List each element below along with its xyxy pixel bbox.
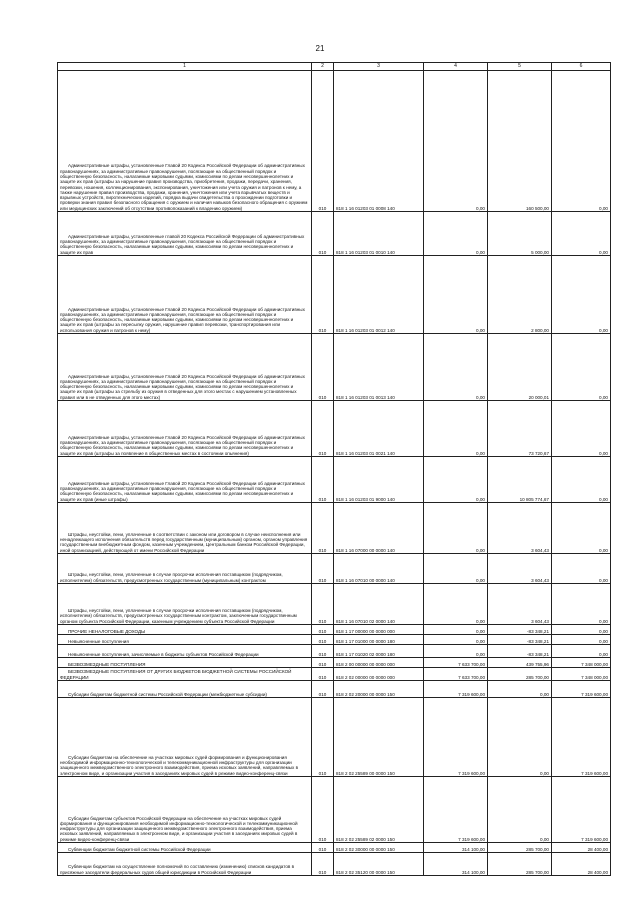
row-value-unexecuted: 0,00 <box>552 625 611 635</box>
row-kbk: 818 1 17 01000 00 0000 180 <box>334 635 424 645</box>
row-code: 010 <box>312 681 334 698</box>
row-kbk: 818 1 16 01203 01 0012 140 <box>334 256 424 334</box>
row-kbk: 818 2 02 25589 00 0000 150 <box>334 698 424 777</box>
row-value-approved: 0,00 <box>424 334 488 401</box>
row-name: Административные штрафы, установленные Главой 20 Кодекса Российской Федерации об административных правонарушениях, за административные правонарушения, посягающие на общественный порядок и общественную безопасность, налагаемые мировыми судьями, комиссиями по делам несовершеннолетних и защите их прав (штрафы за появление в общественных местах в состоянии опьянения) <box>58 401 312 457</box>
column-header: 6 <box>552 63 611 71</box>
row-value-executed: 5 000,00 <box>488 212 552 256</box>
table-row <box>58 457 611 503</box>
row-value-executed: 439 755,96 <box>488 658 552 668</box>
row-kbk: 818 1 16 07010 02 0000 140 <box>334 584 424 625</box>
row-kbk: 818 1 16 07000 00 0000 140 <box>334 503 424 554</box>
row-name: Административные штрафы, установленные Главой 20 Кодекса Российской Федерации об административных правонарушениях, за административные правонарушения, посягающие на общественный порядок и общественную безопасность, налагаемые мировыми судьями, комиссиями по делам несовершеннолетних и защите их прав (штрафы за нарушение правил производства, приобретения, продажи, передачи, хранения, перевозки, ношения, коллекционирования, экспонирования, уничтожения или учета оружия и патронов к нему, а также нарушение правил производства, продажи, хранения, уничтожения или учета взрывчатых веществ и взрывных устройств, пиротехнических изделий, порядка выдачи свидетельства о прохождении подготовки и проверки знания правил безопасного обращения с оружием и наличия навыков безопасного обращения с оружием или медицинских заключений об отсутствии противопоказаний к владению оружием) <box>58 71 312 212</box>
row-kbk: 818 1 17 01020 02 0000 180 <box>334 645 424 658</box>
row-code: 010 <box>312 658 334 668</box>
row-kbk: 818 1 16 01203 01 0010 140 <box>334 212 424 256</box>
table-row <box>58 256 611 334</box>
row-value-approved: 7 633 700,00 <box>424 668 488 681</box>
row-value-unexecuted: 0,00 <box>552 503 611 554</box>
row-kbk: 818 2 02 35120 00 0000 150 <box>334 853 424 876</box>
page-number: 21 <box>315 44 325 53</box>
table-row <box>58 503 611 554</box>
row-value-approved: 314 100,00 <box>424 853 488 876</box>
row-value-approved: 7 633 700,00 <box>424 658 488 668</box>
row-kbk: 818 2 02 20000 00 0000 150 <box>334 681 424 698</box>
row-value-executed: 285 700,00 <box>488 853 552 876</box>
table-row <box>58 668 611 681</box>
row-name: Субсидии бюджетам бюджетной системы Российской Федерации (межбюджетные субсидии) <box>58 681 312 698</box>
row-kbk: 818 1 16 07010 00 0000 140 <box>334 554 424 584</box>
row-kbk: 818 2 02 25589 02 0000 150 <box>334 777 424 843</box>
row-value-unexecuted: 0,00 <box>552 212 611 256</box>
table-row <box>58 681 611 698</box>
row-value-unexecuted: 28 400,00 <box>552 843 611 853</box>
row-value-approved: 0,00 <box>424 625 488 635</box>
row-value-unexecuted: 0,00 <box>552 645 611 658</box>
row-value-executed: -83 348,21 <box>488 635 552 645</box>
row-value-approved: 7 319 600,00 <box>424 698 488 777</box>
row-value-approved: 0,00 <box>424 554 488 584</box>
row-name: Невыясненные поступления, зачисляемые в бюджеты субъектов Российской Федерации <box>58 645 312 658</box>
row-code: 010 <box>312 853 334 876</box>
row-value-unexecuted: 0,00 <box>552 457 611 503</box>
column-header: 1 <box>58 63 312 71</box>
row-value-unexecuted: 0,00 <box>552 584 611 625</box>
row-name: Административные штрафы, установленные Главой 20 Кодекса Российской Федерации об административных правонарушениях, за административные правонарушения, посягающие на общественный порядок и общественную безопасность, налагаемые мировыми судьями, комиссиями по делам несовершеннолетних и защите их прав (штрафы за пересылку оружия, нарушение правил перевозки, транспортирования или использования оружия и патронов к нему) <box>58 256 312 334</box>
row-value-approved: 0,00 <box>424 457 488 503</box>
table-header-row <box>58 63 611 71</box>
row-kbk: 818 1 16 01203 01 0008 140 <box>334 71 424 212</box>
column-header: 5 <box>488 63 552 71</box>
column-header: 3 <box>334 63 424 71</box>
row-value-unexecuted: 28 400,00 <box>552 853 611 876</box>
row-name: БЕЗВОЗМЕЗДНЫЕ ПОСТУПЛЕНИЯ ОТ ДРУГИХ БЮДЖЕТОВ БЮДЖЕТНОЙ СИСТЕМЫ РОССИЙСКОЙ ФЕДЕРАЦИИ <box>58 668 312 681</box>
row-name: Административные штрафы, установленные главой 20 Кодекса Российской Федерации об административных правонарушениях, за административные правонарушения, посягающие на общественный порядок и общественную безопасность, налагаемые мировыми судьями, комиссиями по делам несовершеннолетних и защите их прав <box>58 212 312 256</box>
table-row <box>58 843 611 853</box>
row-value-approved: 314 100,00 <box>424 843 488 853</box>
row-value-unexecuted: 7 319 600,00 <box>552 777 611 843</box>
row-value-approved: 0,00 <box>424 584 488 625</box>
table-row <box>58 584 611 625</box>
row-code: 010 <box>312 668 334 681</box>
row-kbk: 818 2 00 00000 00 0000 000 <box>334 658 424 668</box>
row-code: 010 <box>312 457 334 503</box>
row-code: 010 <box>312 635 334 645</box>
row-value-approved: 7 319 600,00 <box>424 777 488 843</box>
row-code: 010 <box>312 503 334 554</box>
row-value-executed: 0,00 <box>488 698 552 777</box>
table-row <box>58 853 611 876</box>
table-row <box>58 554 611 584</box>
row-value-unexecuted: 7 319 600,00 <box>552 681 611 698</box>
row-value-executed: 285 700,00 <box>488 843 552 853</box>
table-row <box>58 645 611 658</box>
row-code: 010 <box>312 71 334 212</box>
row-name: Административные штрафы, установленные Главой 20 Кодекса Российской Федерации об административных правонарушениях, за административные правонарушения, посягающие на общественный порядок и общественную безопасность, налагаемые мировыми судьями, комиссиями по делам несовершеннолетних и защите их прав (иные штрафы) <box>58 457 312 503</box>
row-code: 010 <box>312 625 334 635</box>
row-name: Субвенции бюджетам на осуществление полномочий по составлению (изменению) списков кандидатов в присяжные заседатели федеральных судов общей юрисдикции в Российской Федерации <box>58 853 312 876</box>
row-value-executed: -83 348,21 <box>488 625 552 635</box>
row-code: 010 <box>312 401 334 457</box>
row-value-executed: -83 348,21 <box>488 645 552 658</box>
row-code: 010 <box>312 584 334 625</box>
revenue-table <box>57 62 611 876</box>
table-row <box>58 658 611 668</box>
row-name: Штрафы, неустойки, пени, уплаченные в случае просрочки исполнения поставщиком (подрядчиком, исполнителем) обязательств, предусмотренных государственным контрактом, заключенным государственным органом субъекта Российской Федерации, казенным учреждением субъекта Российской Федерации <box>58 584 312 625</box>
row-code: 010 <box>312 843 334 853</box>
row-value-approved: 0,00 <box>424 645 488 658</box>
row-code: 010 <box>312 777 334 843</box>
row-code: 010 <box>312 212 334 256</box>
row-kbk: 818 2 02 00000 00 0000 000 <box>334 668 424 681</box>
row-name: Невыясненные поступления <box>58 635 312 645</box>
row-kbk: 818 1 16 01203 01 9000 140 <box>334 457 424 503</box>
row-value-unexecuted: 7 319 600,00 <box>552 698 611 777</box>
row-name: Субсидии бюджетам на обеспечение на участках мировых судей формирования и функционирования необходимой информационно-технологической и телекоммуникационной инфраструктуры для организации защищенного межведомственного электронного взаимодействия, приема исковых заявлений, направляемых в электронном виде, и организации участия в заседаниях мировых судей в режиме видео-конференц-связи <box>58 698 312 777</box>
row-code: 010 <box>312 256 334 334</box>
row-value-executed: 160 500,00 <box>488 71 552 212</box>
row-name: БЕЗВОЗМЕЗДНЫЕ ПОСТУПЛЕНИЯ <box>58 658 312 668</box>
row-value-unexecuted: 7 348 000,00 <box>552 668 611 681</box>
row-value-executed: 3 604,43 <box>488 554 552 584</box>
row-kbk: 818 1 16 01203 01 0013 140 <box>334 334 424 401</box>
row-value-unexecuted: 0,00 <box>552 71 611 212</box>
row-value-unexecuted: 0,00 <box>552 635 611 645</box>
table-row <box>58 635 611 645</box>
row-value-unexecuted: 0,00 <box>552 554 611 584</box>
table-row <box>58 212 611 256</box>
row-value-executed: 10 805 774,67 <box>488 457 552 503</box>
row-value-unexecuted: 0,00 <box>552 256 611 334</box>
row-code: 010 <box>312 334 334 401</box>
table-row <box>58 777 611 843</box>
table-row <box>58 71 611 212</box>
row-value-unexecuted: 7 348 000,00 <box>552 658 611 668</box>
row-value-executed: 0,00 <box>488 777 552 843</box>
row-value-executed: 20 000,01 <box>488 334 552 401</box>
row-kbk: 818 1 16 01203 01 0021 140 <box>334 401 424 457</box>
row-value-executed: 285 700,00 <box>488 668 552 681</box>
row-value-approved: 0,00 <box>424 503 488 554</box>
row-value-unexecuted: 0,00 <box>552 334 611 401</box>
row-name: Субсидии бюджетам субъектов Российской Федерации на обеспечение на участках мировых судей формирования и функционирования необходимой информационно-технологической и телекоммуникационной инфраструктуры для организации защищенного межведомственного электронного взаимодействия, приема исковых заявлений, направляемых в электронном виде, и организации участия в заседаниях мировых судей в режиме видео-конференц-связи <box>58 777 312 843</box>
table-row <box>58 625 611 635</box>
row-value-approved: 0,00 <box>424 256 488 334</box>
table-row <box>58 401 611 457</box>
column-header: 2 <box>312 63 334 71</box>
table-row <box>58 698 611 777</box>
row-value-unexecuted: 0,00 <box>552 401 611 457</box>
row-kbk: 818 1 17 00000 00 0000 000 <box>334 625 424 635</box>
row-name: Субвенции бюджетам бюджетной системы Российской Федерации <box>58 843 312 853</box>
table-row <box>58 334 611 401</box>
row-value-executed: 0,00 <box>488 681 552 698</box>
row-name: Штрафы, неустойки, пени, уплаченные в соответствии с законом или договором в случае неисполнения или ненадлежащего исполнения обязательств перед государственным (муниципальным) органом, органом управления государственным внебюджетным фондом, казенным учреждением, Центральным банком Российской Федерации, иной организацией, действующей от имени Российской Федерации <box>58 503 312 554</box>
row-value-executed: 2 800,00 <box>488 256 552 334</box>
row-code: 010 <box>312 554 334 584</box>
column-header: 4 <box>424 63 488 71</box>
row-name: Штрафы, неустойки, пени, уплаченные в случае просрочки исполнения поставщиком (подрядчиком, исполнителем) обязательств, предусмотренных государственным (муниципальным) контрактом <box>58 554 312 584</box>
row-value-approved: 7 319 600,00 <box>424 681 488 698</box>
row-value-executed: 3 604,43 <box>488 503 552 554</box>
row-value-approved: 0,00 <box>424 401 488 457</box>
row-name: ПРОЧИЕ НЕНАЛОГОВЫЕ ДОХОДЫ <box>58 625 312 635</box>
row-value-approved: 0,00 <box>424 635 488 645</box>
row-code: 010 <box>312 698 334 777</box>
row-value-executed: 73 720,67 <box>488 401 552 457</box>
row-value-approved: 0,00 <box>424 212 488 256</box>
row-kbk: 818 2 02 30000 00 0000 150 <box>334 843 424 853</box>
row-value-approved: 0,00 <box>424 71 488 212</box>
row-code: 010 <box>312 645 334 658</box>
row-value-executed: 3 604,43 <box>488 584 552 625</box>
row-name: Административные штрафы, установленные Главой 20 Кодекса Российской Федерации об административных правонарушениях, за административные правонарушения, посягающие на общественный порядок и общественную безопасность, налагаемые мировыми судьями, комиссиями по делам несовершеннолетних и защите их прав (штрафы за стрельбу из оружия в отведенных для этого местах с нарушением установленных правил или в не отведенных для этого местах) <box>58 334 312 401</box>
